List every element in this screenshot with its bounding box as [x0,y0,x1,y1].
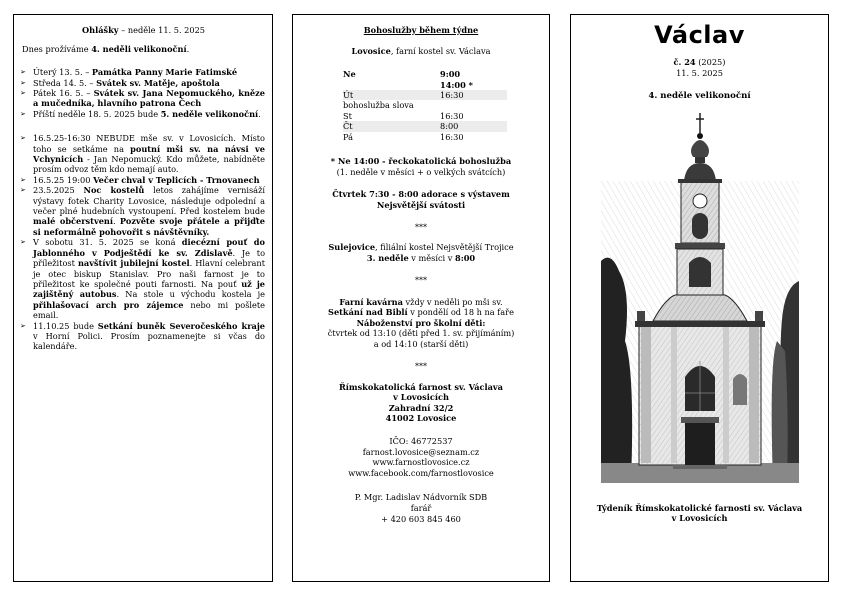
schedule-row: Pá 16:30 [343,131,464,142]
arrow-bullet-icon: ➢ [20,68,26,77]
events-list [22,133,265,352]
schedule-row: Út 16:30 [343,90,507,100]
arrow-bullet-icon: ➢ [20,321,26,330]
issue-info: č. 24 (2025) 11. 5. 2025 [673,57,726,78]
bulletin-footer: Týdeník Římskokatolické farnosti sv. Václava v Lovosicích [596,503,803,524]
schedule-row: 14:00 * [440,79,473,90]
arrow-bullet-icon: ➢ [20,175,26,184]
list-item: ➢ Úterý 13. 5. – Památka Panny Marie Fatimské [20,67,238,78]
cover-panel [570,14,829,582]
announcements-intro: Dnes prožíváme 4. neděli velikonoční. [22,43,190,54]
schedule-table [343,69,507,142]
list-item: ➢ V sobotu 31. 5. 2025 se koná diecézní pouť do Jablonného v Podještědí ke sv. Zdislavě. Je to příležitost navštívit jubilejní kostel. Hlavní celebrant je otec biskup Stanislav. Pro naši farnost je to příležitost ke společné pouti farnosti. Na pouť už je zajištěný autobus. Na stole u východu kostela je přihlašovací arch pro zájemce nebo mi pošlete email. [20,237,266,321]
schedule-row: Čt 8:00 [343,121,507,131]
arrow-bullet-icon: ➢ [20,238,26,247]
services-panel [292,14,550,582]
priest-info: P. Mgr. Ladislav Nádvorník SDB farář + 420 603 845 460 [354,492,488,524]
schedule-row: bohoslužba slova [343,100,414,111]
sulejovice-info: Sulejovice, filiální kostel Nejsvětější Trojice 3. neděle v měsíci v 8:00 [328,242,514,263]
arrow-bullet-icon: ➢ [20,134,26,143]
services-title: Bohoslužby během týdne [363,25,479,35]
separator-stars: *** [415,275,427,285]
arrow-bullet-icon: ➢ [20,109,26,118]
email-link[interactable]: farnost.lovosice@seznam.cz [362,446,480,457]
facebook-link[interactable]: www.facebook.com/farnostlovosice [348,467,494,478]
arrow-bullet-icon: ➢ [20,78,26,87]
sunday-title: 4. neděle velikonoční [648,91,751,102]
parish-address: Římskokatolická farnost sv. Václava v Lovosicích Zahradní 32/2 41002 Lovosice [339,381,503,424]
services-place: Lovosice, farní kostel sv. Václava [351,45,491,56]
arrow-bullet-icon: ➢ [20,89,26,97]
list-item: ➢ Středa 14. 5. – Svátek sv. Matěje, apoštola [20,77,220,88]
church-illustration [601,111,799,483]
bulletin-title: Václav [654,21,745,49]
announcements-panel [13,14,273,582]
announcements-heading: Ohlášky – neděle 11. 5. 2025 [82,25,205,35]
feast-list [22,67,265,119]
parish-activities: Farní kavárna vždy v neděli po mši sv. Setkání nad Biblí v pondělí od 18 h na faře Náboženství pro školní děti: čtvrtek od 13:10 (děti před 1. sv. přijímáním) a od 14:10 (starší děti) [327,296,515,349]
list-item: ➢ 23.5.2025 Noc kostelů letos zahájíme vernisáží výstavy fotek Charity Lovosice, následuje odpolední a večer plné hudebních vystoupení. Před kostelem bude malé občerstvení. Pozvěte svoje přátele a přijďte si neformálně pohovořit s návštěvníky. [20,185,265,237]
separator-stars: *** [415,223,427,233]
separator-stars: *** [415,361,427,371]
list-item: ➢ Pátek 16. 5. – Svátek sv. Jana Nepomuckého, kněze a mučedníka, hlavního patrona Čech [20,88,265,109]
schedule-row: St 16:30 [343,110,464,121]
list-item: ➢ Příští neděle 18. 5. 2025 bude 5. neděle velikonoční. [20,108,261,119]
schedule-row: Ne 9:00 [343,69,461,80]
list-item: ➢ 11.10.25 bude Setkání buněk Severočeského kraje v Horní Polici. Prosím poznamenejte si včas do kalendáře. [20,320,265,352]
website-link[interactable]: www.farnostlovosice.cz [372,457,470,468]
list-item: ➢ 16.5.25 19:00 Večer chval v Teplicích - Trnovanech [20,174,260,185]
greek-catholic-note: * Ne 14:00 - řeckokatolická bohoslužba (1. neděle v měsíci + o velkých svátcích) [330,156,512,177]
adoration-note: Čtvrtek 7:30 - 8:00 adorace s výstavem Nejsvětější svátosti [332,189,510,210]
list-item: ➢ 16.5.25-16:30 NEBUDE mše sv. v Lovosicích. Místo toho se setkáme na poutní mši sv. na návsi ve Vchynicích - Jan Nepomucký. Kdo můžete, nabídněte prosím odvoz těm kdo nemají auto. [20,133,265,175]
arrow-bullet-icon: ➢ [20,186,26,195]
parish-contacts [299,436,543,478]
ico-text: IČO: 46772537 [389,435,453,446]
